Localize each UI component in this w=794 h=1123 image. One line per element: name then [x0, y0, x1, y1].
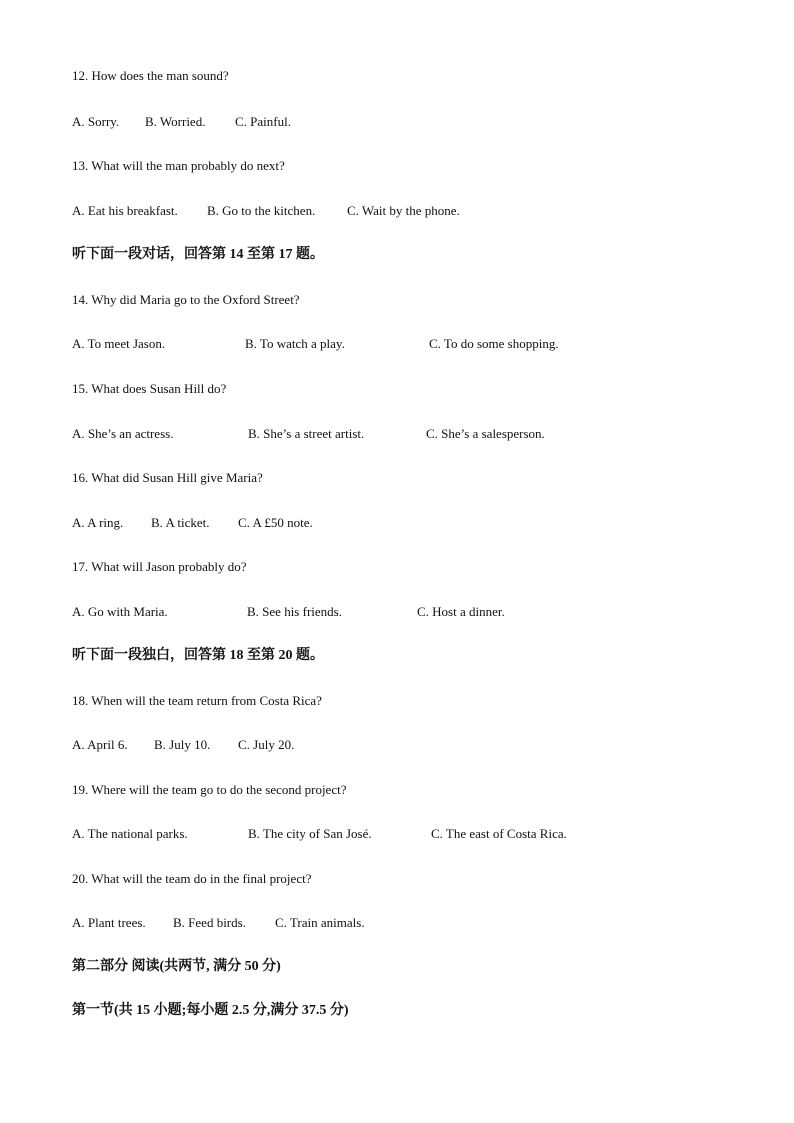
section-1-heading: 第一节(共 15 小题;每小题 2.5 分,满分 37.5 分) [72, 1003, 349, 1018]
q14-option-b: B. To watch a play. [245, 336, 345, 351]
q13-option-c: C. Wait by the phone. [347, 203, 460, 218]
q12-option-a: A. Sorry. [72, 114, 120, 129]
q13-option-a: A. Eat his breakfast. [72, 203, 178, 218]
q19-option-a: A. The national parks. [72, 826, 188, 841]
section-heading-14-17: 听下面一段对话，回答第 14 至第 17 题。 [72, 247, 324, 262]
q17-option-b: B. See his friends. [247, 604, 342, 619]
q18-option-b: B. July 10. [154, 737, 211, 752]
q16-option-c: C. A £50 note. [238, 515, 313, 530]
q15-option-b: B. She’s a street artist. [248, 426, 365, 441]
section-heading-18-20: 听下面一段独白，回答第 18 至第 20 题。 [72, 648, 324, 663]
q19-option-c: C. The east of Costa Rica. [431, 826, 567, 841]
q17-option-a: A. Go with Maria. [72, 604, 168, 619]
question-17: 17. What will Jason probably do? [72, 559, 247, 574]
q13-option-b: B. Go to the kitchen. [207, 203, 316, 218]
question-13: 13. What will the man probably do next? [72, 158, 285, 173]
q12-option-b: B. Worried. [145, 114, 206, 129]
question-20: 20. What will the team do in the final project? [72, 871, 312, 886]
q19-option-b: B. The city of San José. [248, 826, 372, 841]
q16-option-a: A. A ring. [72, 515, 124, 530]
q20-option-b: B. Feed birds. [173, 915, 246, 930]
q17-option-c: C. Host a dinner. [417, 604, 505, 619]
question-18: 18. When will the team return from Costa Rica? [72, 693, 322, 708]
question-15: 15. What does Susan Hill do? [72, 381, 227, 396]
question-14: 14. Why did Maria go to the Oxford Street? [72, 292, 300, 307]
q12-option-c: C. Painful. [235, 114, 291, 129]
q18-option-c: C. July 20. [238, 737, 295, 752]
question-19: 19. Where will the team go to do the second project? [72, 782, 347, 797]
part-2-heading: 第二部分 阅读(共两节, 满分 50 分) [72, 959, 281, 974]
q20-option-a: A. Plant trees. [72, 915, 146, 930]
q14-option-a: A. To meet Jason. [72, 336, 166, 351]
q14-option-c: C. To do some shopping. [429, 336, 559, 351]
q16-option-b: B. A ticket. [151, 515, 210, 530]
q15-option-c: C. She’s a salesperson. [426, 426, 545, 441]
q15-option-a: A. She’s an actress. [72, 426, 174, 441]
question-16: 16. What did Susan Hill give Maria? [72, 470, 263, 485]
q20-option-c: C. Train animals. [275, 915, 365, 930]
q18-option-a: A. April 6. [72, 737, 128, 752]
question-12: 12. How does the man sound? [72, 68, 229, 83]
